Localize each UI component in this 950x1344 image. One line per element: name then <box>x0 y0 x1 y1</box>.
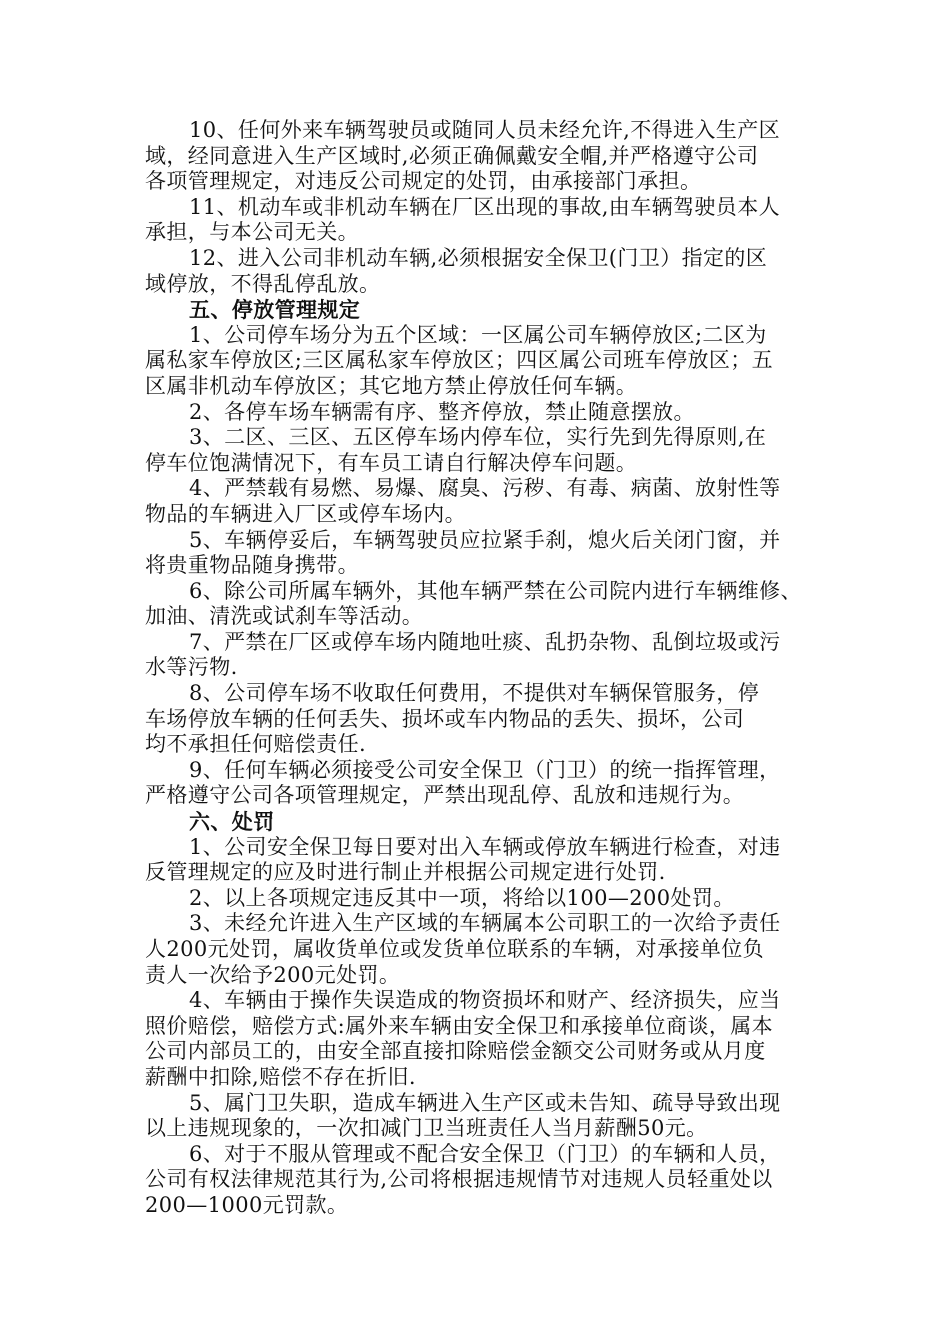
text-line: 严格遵守公司各项管理规定，严禁出现乱停、乱放和违规行为。 <box>145 783 745 808</box>
text-line: 8、公司停车场不收取任何费用，不提供对车辆保管服务，停 <box>189 681 760 706</box>
paragraph <box>145 835 835 886</box>
text-line: 反管理规定的应及时进行制止并根据公司规定进行处罚. <box>145 860 666 885</box>
text-line: 4、严禁载有易燃、易爆、腐臭、污秽、有毒、病菌、放射性等 <box>189 476 781 501</box>
paragraph <box>145 425 835 476</box>
paragraph <box>145 400 835 426</box>
text-line: 属私家车停放区;三区属私家车停放区；四区属公司班车停放区；五 <box>145 348 774 373</box>
paragraph <box>145 886 835 912</box>
text-line: 3、未经允许进入生产区域的车辆属本公司职工的一次给予责任 <box>189 911 781 936</box>
paragraph <box>145 1091 835 1142</box>
text-line: 水等污物. <box>145 655 238 680</box>
section-heading: 六、处罚 <box>189 809 275 835</box>
text-line: 公司有权法律规范其行为,公司将根据违规情节对违规人员轻重处以 <box>145 1167 773 1192</box>
text-line: 各项管理规定，对违反公司规定的处罚，由承接部门承担。 <box>145 169 702 194</box>
paragraph <box>145 476 835 527</box>
text-line: 责人一次给予200元处罚。 <box>145 962 401 987</box>
text-line: 停车位饱满情况下，有车员工请自行解决停车问题。 <box>145 450 638 475</box>
text-line: 人200元处罚，属收货单位或发货单位联系的车辆，对承接单位负 <box>145 937 765 961</box>
document-page <box>145 118 835 1219</box>
text-line: 2、以上各项规定违反其中一项，将给以100—200处罚。 <box>189 885 735 910</box>
text-line: 薪酬中扣除,赔偿不存在折旧. <box>145 1064 416 1089</box>
text-line: 照价赔偿，赔偿方式:属外来车辆由安全保卫和承接单位商谈，属本 <box>145 1013 774 1038</box>
paragraph <box>145 911 835 988</box>
text-line: 域，经同意进入生产区域时,必须正确佩戴安全帽,并严格遵守公司 <box>145 143 759 168</box>
text-line: 4、车辆由于操作失误造成的物资损坏和财产、经济损失，应当 <box>189 988 781 1013</box>
paragraph <box>145 528 835 579</box>
text-line: 200—1000元罚款。 <box>145 1192 349 1217</box>
text-line: 区属非机动车停放区；其它地方禁止停放任何车辆。 <box>145 373 638 398</box>
section-heading: 五、停放管理规定 <box>189 297 361 323</box>
paragraph <box>145 323 835 400</box>
text-line: 3、二区、三区、五区停车场内停车位，实行先到先得原则,在 <box>189 425 767 450</box>
paragraph <box>145 579 835 630</box>
text-line: 9、任何车辆必须接受公司安全保卫（门卫）的统一指挥管理， <box>189 757 781 782</box>
text-line: 5、车辆停妥后，车辆驾驶员应拉紧手刹，熄火后关闭门窗，并 <box>189 527 781 552</box>
text-line: 加油、清洗或试刹车等活动。 <box>145 604 424 629</box>
text-line: 车场停放车辆的任何丢失、损坏或车内物品的丢失、损坏，公司 <box>145 706 745 731</box>
text-line: 6、除公司所属车辆外，其他车辆严禁在公司院内进行车辆维修、 <box>189 578 802 603</box>
text-line: 12、进入公司非机动车辆,必须根据安全保卫(门卫）指定的区 <box>189 245 768 270</box>
paragraph <box>145 195 835 246</box>
text-line: 5、属门卫失职，造成车辆进入生产区或未告知、疏导导致出现 <box>189 1090 781 1115</box>
paragraph <box>145 681 835 758</box>
paragraph <box>145 630 835 681</box>
text-line: 域停放，不得乱停乱放。 <box>145 271 381 296</box>
text-line: 6、对于不服从管理或不配合安全保卫（门卫）的车辆和人员， <box>189 1141 781 1166</box>
text-line: 以上违规现象的，一次扣减门卫当班责任人当月薪酬50元。 <box>145 1116 708 1141</box>
text-line: 承担，与本公司无关。 <box>145 220 359 245</box>
paragraph <box>145 1142 835 1219</box>
paragraph <box>145 118 835 195</box>
text-line: 2、各停车场车辆需有序、整齐停放，禁止随意摆放。 <box>189 399 695 424</box>
text-line: 1、公司安全保卫每日要对出入车辆或停放车辆进行检查，对违 <box>189 834 781 859</box>
paragraph <box>145 246 835 297</box>
text-line: 7、严禁在厂区或停车场内随地吐痰、乱扔杂物、乱倒垃圾或污 <box>189 629 781 654</box>
text-line: 11、机动车或非机动车辆在厂区出现的事故,由车辆驾驶员本人 <box>189 194 780 219</box>
text-line: 公司内部员工的，由安全部直接扣除赔偿金额交公司财务或从月度 <box>145 1039 766 1064</box>
text-line: 均不承担任何赔偿责任. <box>145 732 367 757</box>
text-line: 物品的车辆进入厂区或停车场内。 <box>145 501 466 526</box>
text-line: 将贵重物品随身携带。 <box>145 553 359 578</box>
text-line: 10、任何外来车辆驾驶员或随同人员未经允许,不得进入生产区 <box>189 118 780 142</box>
paragraph <box>145 758 835 809</box>
paragraph <box>145 988 835 1090</box>
text-line: 1、公司停车场分为五个区域：一区属公司车辆停放区;二区为 <box>189 322 767 347</box>
